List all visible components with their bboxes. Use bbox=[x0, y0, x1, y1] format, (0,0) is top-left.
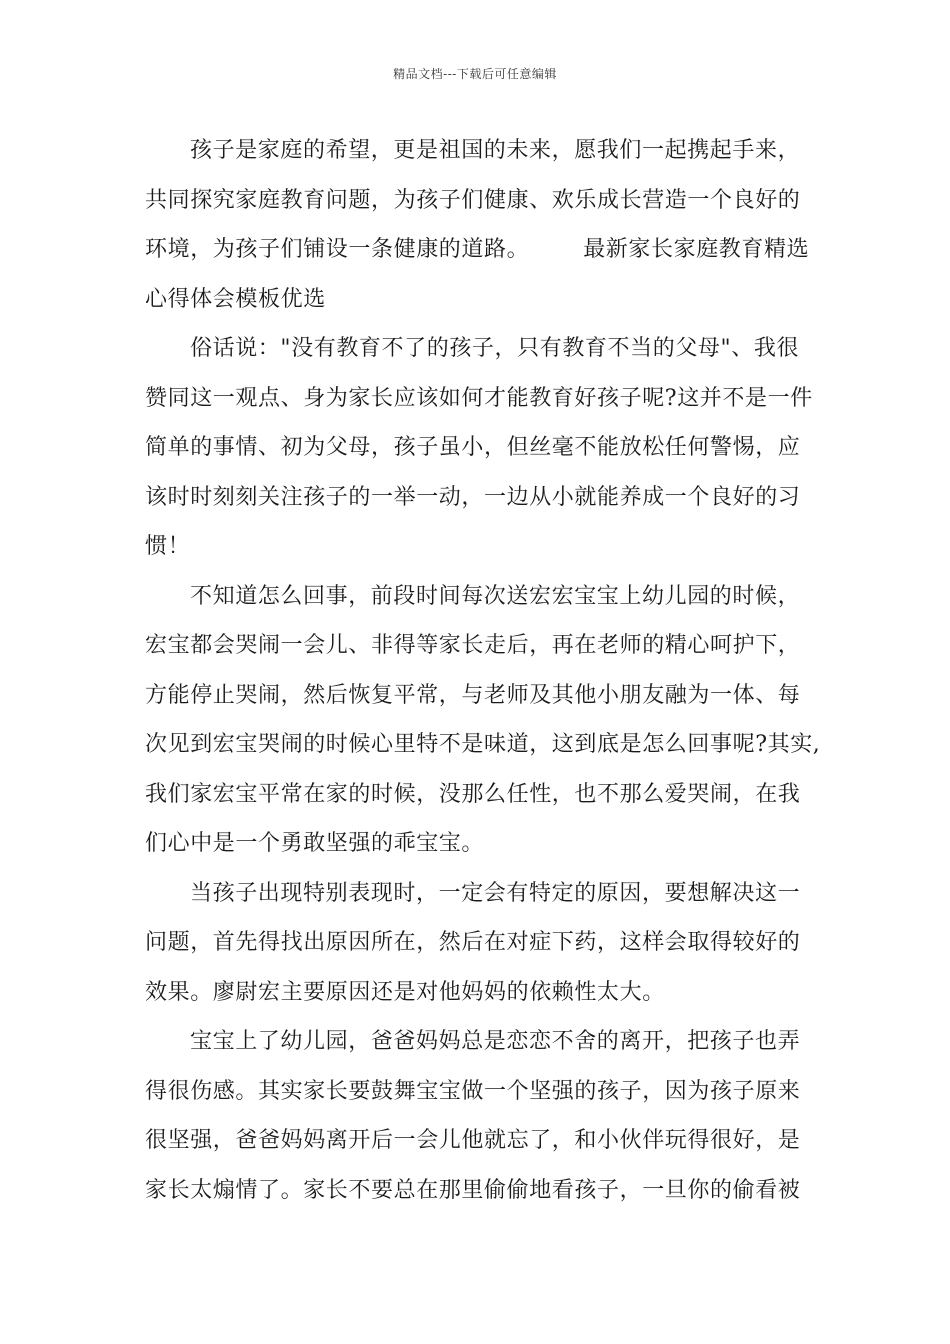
text-line: 们心中是一个勇敢坚强的乖宝宝。 bbox=[145, 831, 485, 856]
text-line: 家长太煽情了。家长不要总在那里偷偷地看孩子，一旦你的偷看被 bbox=[145, 1177, 801, 1203]
text-line: 得很伤感。其实家长要鼓舞宝宝做一个坚强的孩子，因为孩子原来 bbox=[145, 1078, 801, 1104]
text-line: 心得体会模板优选 bbox=[145, 286, 326, 312]
text-line: 俗话说："没有教育不了的孩子，只有教育不当的父母"、我很 bbox=[190, 336, 800, 361]
text-line: 不知道怎么回事，前段时间每次送宏宏宝宝上幼儿园的时候， bbox=[190, 583, 801, 609]
text-line: 共同探究家庭教育问题，为孩子们健康、欢乐成长营造一个良好的 bbox=[145, 187, 801, 213]
text-line: 很坚强，爸爸妈妈离开后一会儿他就忘了，和小伙伴玩得很好，是 bbox=[145, 1128, 801, 1153]
text-line: 当孩子出现特别表现时，一定会有特定的原因，要想解决这一 bbox=[190, 880, 801, 906]
text-line: 惯！ bbox=[145, 534, 191, 559]
text-line: 该时时刻刻关注孩子的一举一动，一边从小就能养成一个良好的习 bbox=[145, 484, 801, 510]
text-line: 简单的事情、初为父母，孩子虽小，但丝毫不能放松任何警惕，应 bbox=[145, 435, 801, 460]
text-line-with-heading bbox=[145, 230, 810, 280]
text-line: 孩子是家庭的希望，更是祖国的未来，愿我们一起携起手来， bbox=[190, 138, 801, 163]
inline-heading: 最新家长家庭教育精选 bbox=[583, 237, 810, 262]
text-line: 宏宝都会哭闹一会儿、非得等家长走后，再在老师的精心呵护下， bbox=[145, 633, 801, 658]
page-header: 精品文档---下载后可任意编辑 bbox=[393, 67, 557, 81]
text-line: 方能停止哭闹，然后恢复平常，与老师及其他小朋友融为一体、每 bbox=[145, 682, 801, 708]
body-text bbox=[145, 131, 821, 1220]
text-line: 次见到宏宝哭闹的时候心里特不是味道，这到底是怎么回事呢?其实, bbox=[145, 732, 821, 757]
text-fragment: 环境，为孩子们铺设一条健康的道路。 bbox=[145, 237, 530, 262]
text-line: 宝宝上了幼儿园，爸爸妈妈总是恋恋不舍的离开，把孩子也弄 bbox=[190, 1029, 801, 1054]
text-line: 问题，首先得找出原因所在，然后在对症下药，这样会取得较好的 bbox=[145, 930, 801, 955]
text-line: 赞同这一观点、身为家长应该如何才能教育好孩子呢?这并不是一件 bbox=[145, 385, 813, 411]
text-line: 我们家宏宝平常在家的时候，没那么任性，也不那么爱哭闹，在我 bbox=[145, 781, 801, 807]
text-line: 效果。廖尉宏主要原因还是对他妈妈的依赖性太大。 bbox=[145, 979, 665, 1005]
